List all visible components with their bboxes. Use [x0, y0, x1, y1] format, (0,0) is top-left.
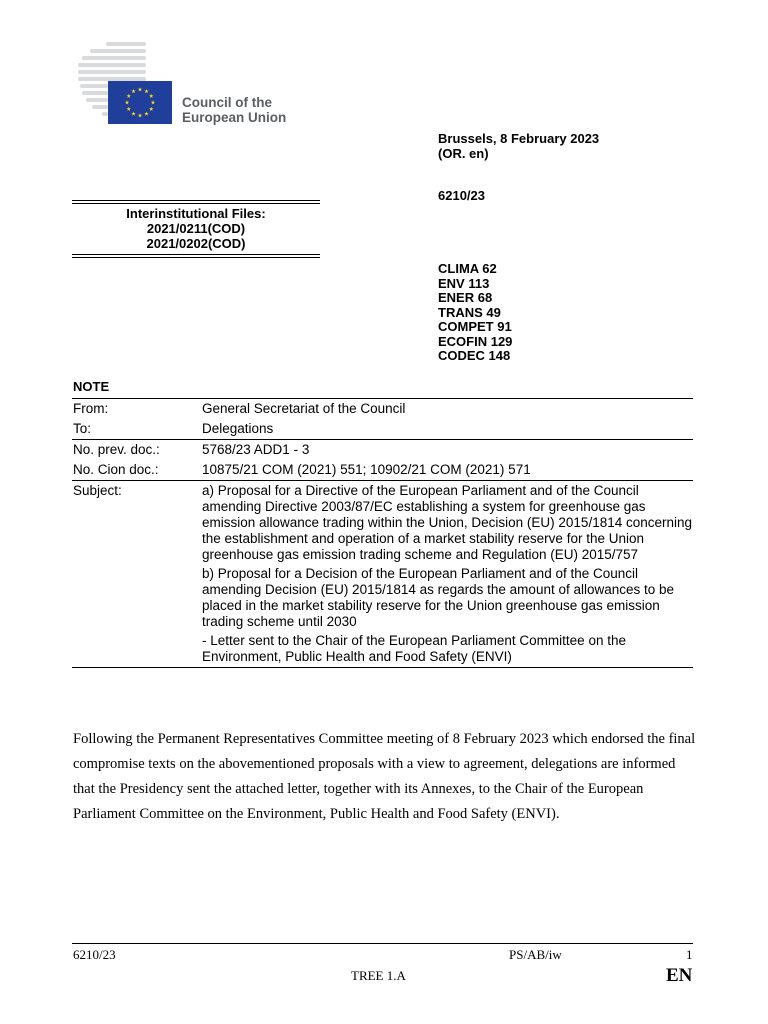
table-row: [72, 399, 693, 420]
footer-doc-number: 6210/23: [73, 947, 116, 962]
file-ref: 2021/0211(COD): [146, 221, 246, 236]
row-label: No. prev. doc.:: [73, 442, 160, 457]
row-value: 10875/21 COM (2021) 551; 10902/21 COM (2021) 571: [201, 460, 693, 481]
row-value: General Secretariat of the Council: [201, 399, 693, 420]
org-name-line2: European Union: [182, 110, 287, 125]
footer-divider: [72, 943, 693, 944]
subject-paragraph: b) Proposal for a Decision of the European Parliament and of the Council amending Decision (EU) 2015/1814 as regards the amount of allowances to be placed in the market stability reserve for the Union greenhouse gas emission trading scheme until 2030: [202, 566, 675, 629]
subject-label: Subject:: [72, 481, 201, 668]
code-list: [438, 262, 512, 364]
org-name-line1: Council of the: [182, 95, 272, 110]
footer-unit: TREE 1.A: [351, 968, 406, 983]
interinstitutional-files-box: [72, 200, 320, 258]
subject-paragraph: a) Proposal for a Directive of the European Parliament and of the Council amending Directive 2003/87/EC establishing a system for greenhouse gas emission allowance trading within the Union, Decision (EU) 2015/1814 concerning the establishment and operation of a market stability reserve for the Union greenhouse gas emission trading scheme and Regulation (EU) 2015/757: [202, 483, 693, 562]
row-value: Delegations: [201, 419, 693, 440]
row-label: From:: [72, 399, 201, 420]
code-item: ENV 113: [438, 275, 490, 291]
code-item: CODEC 148: [438, 348, 511, 363]
divider: [72, 200, 320, 204]
note-title: NOTE: [73, 379, 110, 394]
file-ref: 2021/0202(COD): [146, 236, 246, 251]
doc-number: 6210/23: [438, 188, 485, 203]
note-table: [72, 398, 693, 668]
table-row: [72, 481, 693, 668]
code-item: TRANS 49: [438, 304, 501, 320]
place-date: Brussels, 8 February 2023: [438, 131, 600, 146]
subject-value: [201, 481, 693, 668]
row-label: To:: [72, 419, 201, 440]
table-row: [72, 419, 693, 440]
interinstitutional-label: Interinstitutional Files:: [126, 206, 266, 221]
subject-paragraph: - Letter sent to the Chair of the European Parliament Committee on the Environment, Public Health and Food Safety (ENVI): [202, 633, 626, 664]
code-item: COMPET 91: [438, 319, 512, 334]
divider: [72, 254, 320, 258]
footer-initials: PS/AB/iw: [509, 947, 562, 962]
original-language: (OR. en): [438, 146, 489, 161]
code-item: ENER 68: [438, 290, 493, 305]
footer-language: EN: [666, 965, 693, 986]
code-item: ECOFIN 129: [438, 333, 513, 349]
table-row: [72, 440, 693, 461]
body-paragraph: Following the Permanent Representatives Committee meeting of 8 February 2023 which endorsed the final compromise texts on the abovementioned proposals with a view to agreement, delegations are informed that the Presidency sent the attached letter, together with its Annexes, to the Chair of the European Parliament Committee on the Environment, Public Health and Food Safety (ENVI).: [73, 731, 696, 822]
code-item: CLIMA 62: [438, 261, 497, 276]
table-row: [72, 460, 693, 481]
row-label: No. Cion doc.:: [72, 460, 201, 481]
footer-page-number: 1: [686, 947, 693, 962]
row-value: 5768/23 ADD1 - 3: [202, 442, 310, 457]
